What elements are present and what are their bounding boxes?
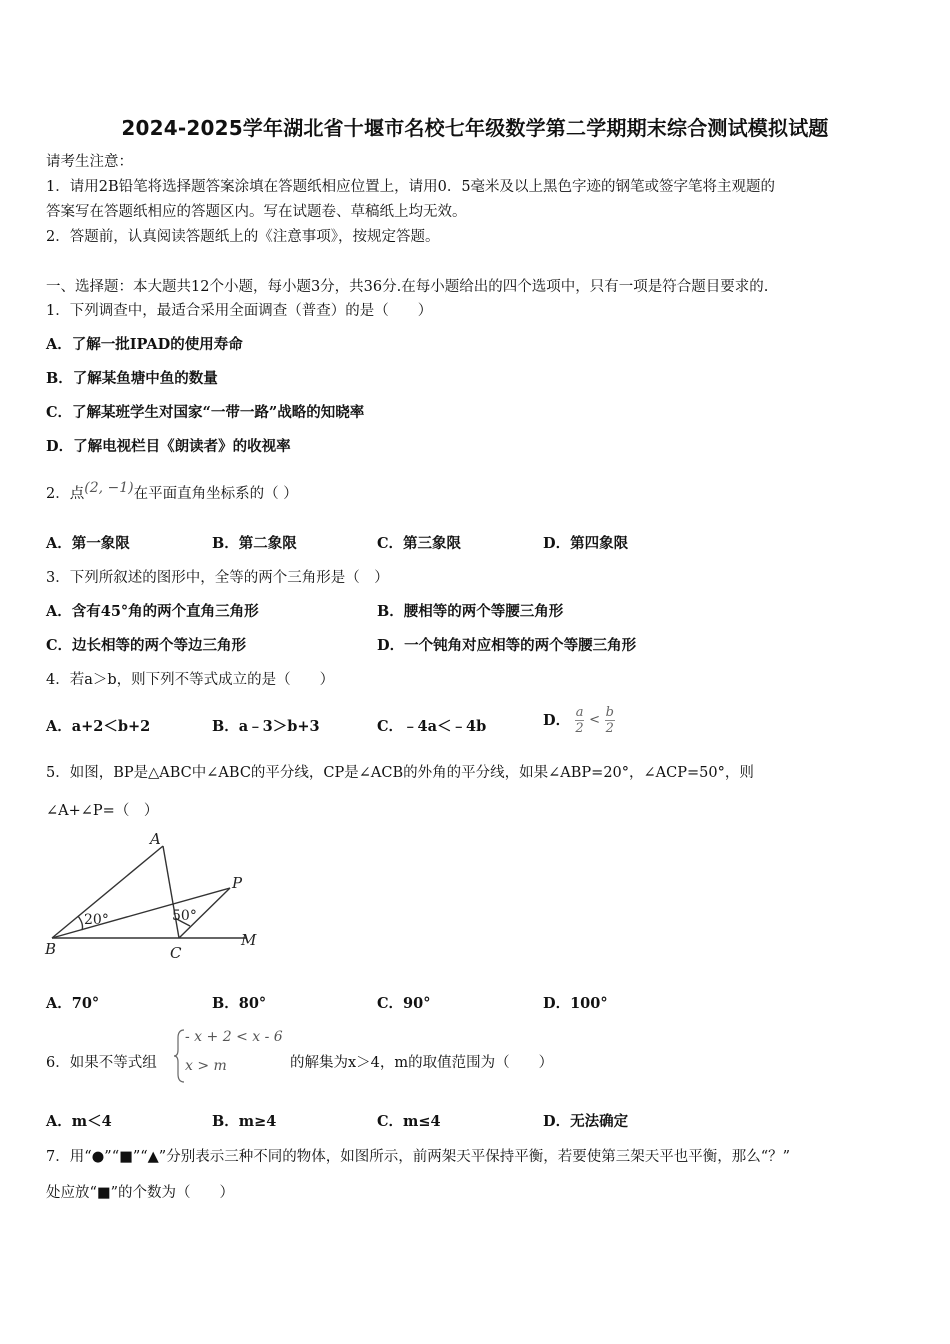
q5-option-a: A．70° (46, 995, 100, 1012)
q4-less-than: < (589, 712, 600, 728)
line-ac (163, 846, 179, 938)
label-c: C (170, 944, 182, 962)
q1-option-d: D．了解电视栏目《朗读者》的收视率 (46, 438, 291, 455)
notice-line-2: 2．答题前，认真阅读答题纸上的《注意事项》，按规定答题。 (46, 229, 440, 245)
q4-fraction-b (605, 705, 615, 736)
q6-inequality-2: x > m (185, 1058, 227, 1074)
notice-line-1b: 答案写在答题纸相应的答题区内。写在试题卷、草稿纸上均无效。 (46, 204, 467, 220)
q4-option-a: A．a+2＜b+2 (46, 718, 151, 735)
q4-option-b: B．a﹣3＞b+3 (212, 718, 320, 735)
label-p: P (232, 874, 243, 892)
q6-option-c: C．m≤4 (377, 1113, 441, 1130)
label-a: A (150, 830, 161, 848)
label-m: M (241, 931, 257, 949)
q5-stem-line1: 5．如图，BP是△ABC中∠ABC的平分线，CP是∠ACB的外角的平分线，如果∠ABP=20°，∠ACP=50°，则 (46, 765, 754, 781)
q2-suffix: 在平面直角坐标系的（ ） (133, 486, 298, 502)
q5-stem-line2: ∠A+∠P=（ ） (46, 803, 159, 819)
q3-option-d: D．一个钝角对应相等的两个等腰三角形 (377, 637, 637, 654)
q6-option-a: A．m＜4 (46, 1113, 112, 1130)
q7-stem-line1: 7．用“●”“■”“▲”分别表示三种不同的物体，如图所示，前两架天平保持平衡，若要使第三架天平也平衡，那么“？” (46, 1149, 791, 1165)
q4-stem: 4．若a＞b，则下列不等式成立的是（ ） (46, 672, 335, 688)
q6-option-b: B．m≥4 (212, 1113, 277, 1130)
q1-option-c: C．了解某班学生对国家“一带一路”战略的知晓率 (46, 404, 365, 421)
q1-option-a: A．了解一批IPAD的使用寿命 (46, 336, 243, 353)
section-heading: 一、选择题：本大题共12个小题，每小题3分，共36分.在每小题给出的四个选项中，只有一项是符合题目要求的. (46, 279, 769, 295)
q4-frac-a-den: 2 (575, 721, 584, 736)
triangle-figure (40, 826, 270, 966)
q2-stem (46, 480, 298, 504)
q2-option-d: D．第四象限 (543, 535, 629, 552)
q5-option-c: C．90° (377, 995, 431, 1012)
q4-frac-a-num: a (575, 705, 584, 720)
q2-point: (2, −1) (84, 480, 134, 496)
q4-option-c: C．﹣4a＜﹣4b (377, 718, 487, 735)
page-title: 2024-2025学年湖北省十堰市名校七年级数学第二学期期末综合测试模拟试题 (121, 116, 829, 140)
q4-option-d-label: D． (543, 711, 571, 729)
q7-stem-line2: 处应放“■”的个数为（ ） (46, 1185, 235, 1201)
q3-option-a: A．含有45°角的两个直角三角形 (46, 603, 259, 620)
q4-option-d (543, 705, 615, 736)
q2-prefix: 2．点 (46, 486, 85, 502)
q2-option-b: B．第二象限 (212, 535, 297, 552)
q4-fraction-a (575, 705, 585, 736)
q6-prefix: 6．如果不等式组 (46, 1055, 157, 1071)
q6-option-d: D．无法确定 (543, 1113, 629, 1130)
q3-option-b: B．腰相等的两个等腰三角形 (377, 603, 564, 620)
angle-arc-b (78, 916, 83, 930)
q3-stem: 3．下列所叙述的图形中，全等的两个三角形是（ ） (46, 570, 389, 586)
q1-option-b: B．了解某鱼塘中鱼的数量 (46, 370, 218, 387)
q6-suffix: 的解集为x＞4，m的取值范围为（ ） (290, 1055, 554, 1071)
q3-option-c: C．边长相等的两个等边三角形 (46, 637, 247, 654)
notice-heading: 请考生注意： (46, 154, 133, 170)
line-bp (52, 888, 230, 938)
q2-option-a: A．第一象限 (46, 535, 130, 552)
q6-inequality-1: - x + 2 < x - 6 (185, 1029, 283, 1045)
notice-line-1a: 1．请用2B铅笔将选择题答案涂填在答题纸相应位置上，请用0．5毫米及以上黑色字迹的钢笔或签字笔将主观题的 (46, 179, 776, 195)
q4-frac-b-den: 2 (605, 721, 614, 736)
angle-label-20: 20° (84, 912, 109, 928)
q5-option-d: D．100° (543, 995, 608, 1012)
q1-stem: 1．下列调查中，最适合采用全面调查（普查）的是（ ） (46, 303, 433, 319)
angle-label-50: 50° (172, 908, 197, 924)
q2-option-c: C．第三象限 (377, 535, 462, 552)
q5-option-b: B．80° (212, 995, 267, 1012)
label-b: B (45, 940, 57, 958)
q4-frac-b-num: b (605, 705, 614, 720)
